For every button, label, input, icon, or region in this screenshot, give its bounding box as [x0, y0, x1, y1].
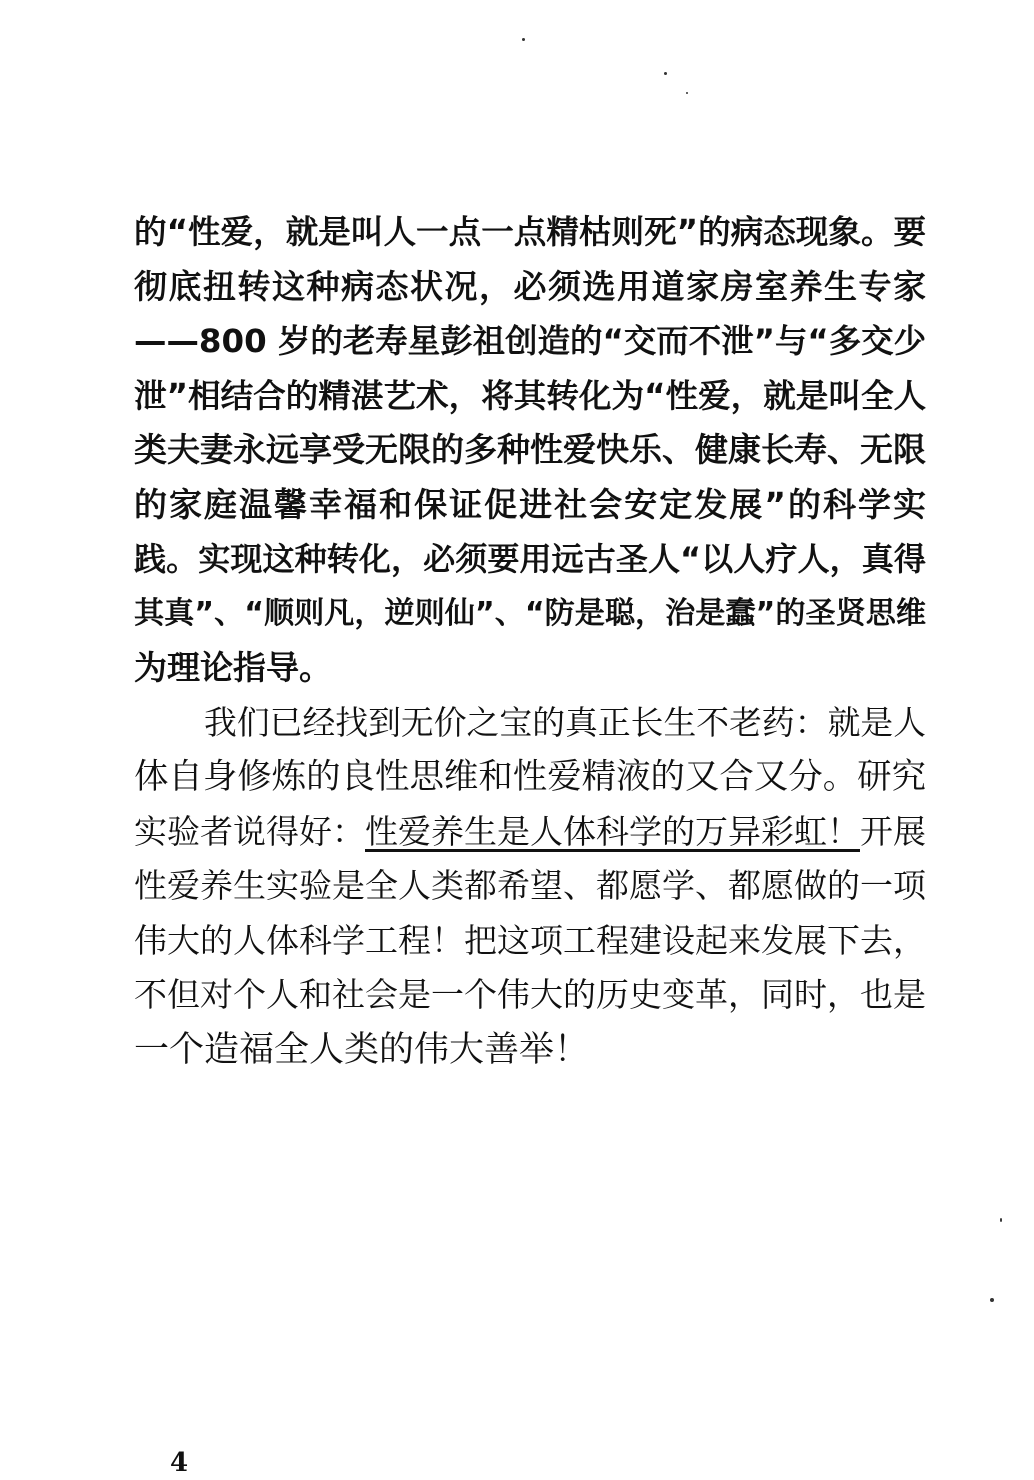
text-line: ——800 岁的老寿星彭祖创造的“交而不泄”与“多交少 — [134, 322, 927, 360]
page-number: 4 — [170, 1448, 189, 1478]
text-line-with-underline — [134, 805, 926, 860]
scan-speck — [990, 1298, 994, 1302]
text-line: 践。实现这种转化，必须要用远古圣人“以人疗人，真得 — [134, 540, 926, 578]
text-segment: 开展 — [860, 811, 926, 851]
text-line: 的家庭温馨幸福和保证促进社会安定发展”的科学实 — [134, 484, 926, 524]
text-line: 体自身修炼的良性思维和性爱精液的又合又分。研究 — [134, 757, 926, 797]
text-line: 彻底扭转这种病态状况，必须选用道家房室养生专家 — [134, 266, 926, 306]
text-line: 类夫妻永远享受无限的多种性爱快乐、健康长寿、无限 — [134, 430, 926, 469]
text-line: 其真”、“顺则凡，逆则仙”、“防是聪，治是蠢”的圣贤思维 — [134, 595, 926, 631]
text-line: 的“性爱，就是叫人一点一点精枯则死”的病态现象。要 — [134, 213, 927, 251]
scan-speck — [522, 38, 525, 41]
text-line: 伟大的人体科学工程！把这项工程建设起来发展下去， — [134, 920, 926, 960]
paragraph-2 — [134, 696, 926, 1078]
text-segment: 实验者说得好： — [134, 811, 365, 851]
scan-speck — [1000, 1218, 1002, 1222]
paragraph-1 — [134, 205, 926, 696]
text-line: 我们已经找到无价之宝的真正长生不老药：就是人 — [204, 703, 926, 742]
text-line: 不但对个人和社会是一个伟大的历史变革，同时，也是 — [134, 975, 926, 1014]
text-line: 性爱养生实验是全人类都希望、都愿学、都愿做的一项 — [134, 866, 926, 905]
text-line: 一个造福全人类的伟大善举！ — [134, 1029, 590, 1070]
body-text — [134, 205, 926, 1077]
text-line: 泄”相结合的精湛艺术，将其转化为“性爱，就是叫全人 — [134, 376, 927, 415]
text-line: 为理论指导。 — [134, 648, 332, 687]
scan-speck — [686, 92, 688, 94]
underlined-quote: 性爱养生是人体科学的万异彩虹！ — [365, 811, 860, 851]
scan-speck — [664, 72, 667, 75]
